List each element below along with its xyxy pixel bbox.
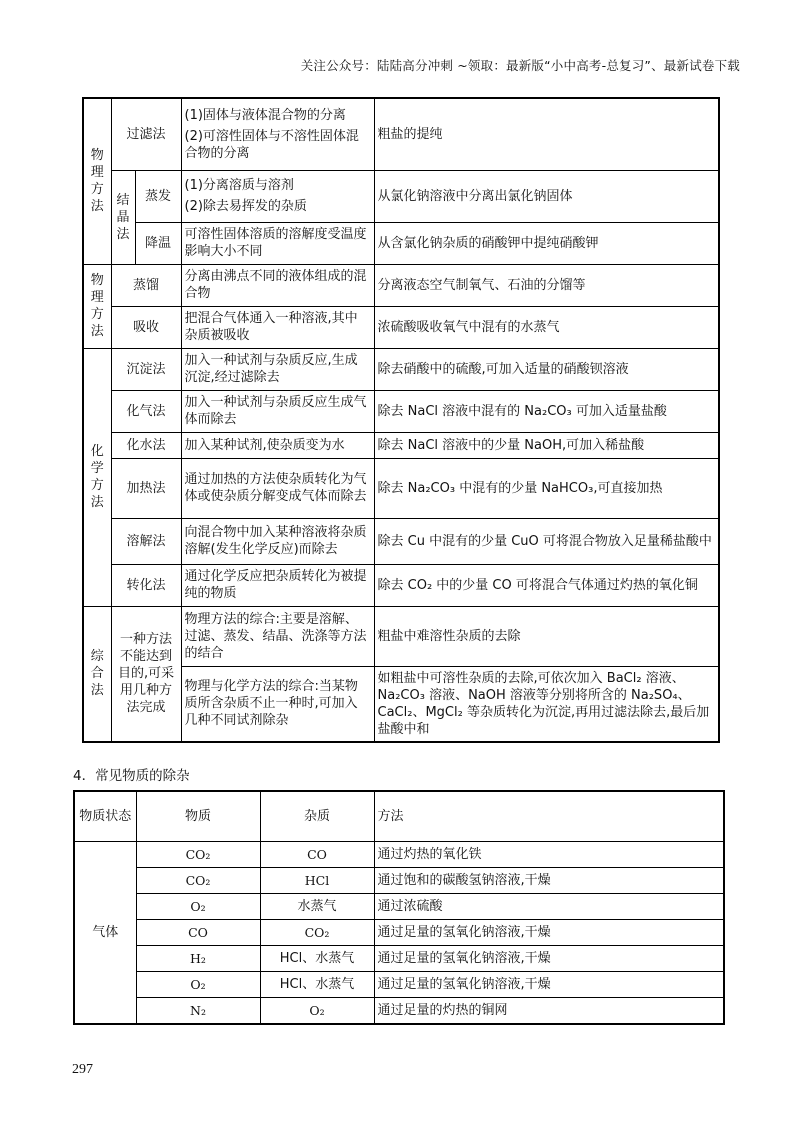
method-name: 加热法 <box>111 458 181 518</box>
category-physical-1: 物理方法 <box>83 98 111 264</box>
principle-cell: 通过加热的方法使杂质转化为气体或使杂质分解变成气体而除去 <box>181 458 374 518</box>
method-name: 溶解法 <box>111 518 181 564</box>
substance-cell: H₂ <box>136 945 260 971</box>
example-cell: 粗盐的提纯 <box>374 98 719 170</box>
principle-cell: 加入一种试剂与杂质反应生成气体而除去 <box>181 390 374 432</box>
example-cell: 从含氯化钠杂质的硝酸钾中提纯硝酸钾 <box>374 222 719 264</box>
table-row <box>74 841 724 867</box>
header-state: 物质状态 <box>74 791 136 841</box>
principle-cell: 把混合气体通入一种溶液,其中杂质被吸收 <box>181 306 374 348</box>
table-row <box>83 458 719 518</box>
impurity-cell: O₂ <box>260 997 374 1024</box>
table-row <box>83 606 719 666</box>
example-cell: 除去硝酸中的硫酸,可加入适量的硝酸钡溶液 <box>374 348 719 390</box>
principle-cell: 通过化学反应把杂质转化为被提纯的物质 <box>181 564 374 606</box>
principle-cell: 物理与化学方法的综合:当某物质所含杂质不止一种时,可加入几种不同试剂除杂 <box>181 666 374 742</box>
method-cell: 通过浓硫酸 <box>374 893 724 919</box>
substance-cell: N₂ <box>136 997 260 1024</box>
separation-methods-table <box>82 97 720 743</box>
table-row <box>83 170 719 222</box>
method-name: 化水法 <box>111 432 181 458</box>
page-number: 297 <box>72 1062 93 1077</box>
impurity-cell: HCl <box>260 867 374 893</box>
impurity-cell: 水蒸气 <box>260 893 374 919</box>
method-cell: 通过足量的灼热的铜网 <box>374 997 724 1024</box>
method-name: 蒸馏 <box>111 264 181 306</box>
header-method: 方法 <box>374 791 724 841</box>
principle-cell: 可溶性固体溶质的溶解度受温度影响大小不同 <box>181 222 374 264</box>
method-name: 蒸发 <box>135 170 181 222</box>
table-row <box>83 348 719 390</box>
principle-line: (1)固体与液体混合物的分离 <box>184 107 346 123</box>
category-chemical: 化学方法 <box>83 348 111 606</box>
principle-cell: 物理方法的综合:主要是溶解、过滤、蒸发、结晶、洗涤等方法的结合 <box>181 606 374 666</box>
impurity-cell: CO₂ <box>260 919 374 945</box>
method-cell: 通过灼热的氧化铁 <box>374 841 724 867</box>
principle-line: (1)分离溶质与溶剂 <box>184 178 294 193</box>
method-cell: 通过足量的氢氧化钠溶液,干燥 <box>374 919 724 945</box>
example-cell: 除去 NaCl 溶液中混有的 Na₂CO₃ 可加入适量盐酸 <box>374 390 719 432</box>
principle-cell: 加入一种试剂与杂质反应,生成沉淀,经过滤除去 <box>181 348 374 390</box>
method-name: 沉淀法 <box>111 348 181 390</box>
method-name: 化气法 <box>111 390 181 432</box>
method-name: 吸收 <box>111 306 181 348</box>
method-name: 降温 <box>135 222 181 264</box>
common-impurities-table <box>73 790 725 1025</box>
table-row <box>74 945 724 971</box>
table-row <box>74 919 724 945</box>
example-cell: 分离液态空气制氧气、石油的分馏等 <box>374 264 719 306</box>
substance-cell: CO₂ <box>136 841 260 867</box>
example-cell: 从氯化钠溶液中分离出氯化钠固体 <box>374 170 719 222</box>
method-name: 过滤法 <box>111 98 181 170</box>
table-row <box>74 997 724 1024</box>
state-gas: 气体 <box>74 841 136 1024</box>
table-row <box>83 432 719 458</box>
table-row <box>74 971 724 997</box>
section-title: 4．常见物质的除杂 <box>73 768 190 784</box>
header-impurity: 杂质 <box>260 791 374 841</box>
principle-cell: 加入某种试剂,使杂质变为水 <box>181 432 374 458</box>
category-comprehensive: 综合法 <box>83 606 111 742</box>
table-row <box>83 564 719 606</box>
impurity-cell: HCl、水蒸气 <box>260 971 374 997</box>
impurity-cell: HCl、水蒸气 <box>260 945 374 971</box>
example-cell: 除去 NaCl 溶液中的少量 NaOH,可加入稀盐酸 <box>374 432 719 458</box>
table-row <box>83 390 719 432</box>
table-row <box>83 306 719 348</box>
method-cell: 通过足量的氢氧化钠溶液,干燥 <box>374 945 724 971</box>
table-row <box>74 893 724 919</box>
table-row <box>74 867 724 893</box>
example-cell: 如粗盐中可溶性杂质的去除,可依次加入 BaCl₂ 溶液、Na₂CO₃ 溶液、NaOH 溶液等分别将所含的 Na₂SO₄、CaCl₂、MgCl₂ 等杂质转化为沉淀,再用过滤法除去,最后加盐酸中和 <box>374 666 719 742</box>
example-cell: 除去 Na₂CO₃ 中混有的少量 NaHCO₃,可直接加热 <box>374 458 719 518</box>
principle-cell: 分离由沸点不同的液体组成的混合物 <box>181 264 374 306</box>
substance-cell: O₂ <box>136 971 260 997</box>
example-cell: 除去 CO₂ 中的少量 CO 可将混合气体通过灼热的氧化铜 <box>374 564 719 606</box>
substance-cell: O₂ <box>136 893 260 919</box>
principle-cell: 向混合物中加入某种溶液将杂质溶解(发生化学反应)而除去 <box>181 518 374 564</box>
principle-cell <box>181 98 374 170</box>
example-cell: 除去 Cu 中混有的少量 CuO 可将混合物放入足量稀盐酸中 <box>374 518 719 564</box>
method-cell: 通过足量的氢氧化钠溶液,干燥 <box>374 971 724 997</box>
header-substance: 物质 <box>136 791 260 841</box>
impurity-cell: CO <box>260 841 374 867</box>
principle-line: (2)除去易挥发的杂质 <box>184 199 307 214</box>
table-row <box>83 518 719 564</box>
header-row <box>74 791 724 841</box>
method-name: 转化法 <box>111 564 181 606</box>
table-row <box>83 98 719 170</box>
comprehensive-note: 一种方法不能达到目的,可采用几种方法完成 <box>111 606 181 742</box>
substance-cell: CO₂ <box>136 867 260 893</box>
example-cell: 浓硫酸吸收氧气中混有的水蒸气 <box>374 306 719 348</box>
category-physical-2: 物理方法 <box>83 264 111 348</box>
principle-line: (2)可溶性固体与不溶性固体混合物的分离 <box>184 128 359 161</box>
table-row <box>83 264 719 306</box>
example-cell: 粗盐中难溶性杂质的去除 <box>374 606 719 666</box>
method-cell: 通过饱和的碳酸氢钠溶液,干燥 <box>374 867 724 893</box>
principle-cell <box>181 170 374 222</box>
substance-cell: CO <box>136 919 260 945</box>
page-header: 关注公众号：陆陆高分冲刺 ~领取：最新版“小中高考-总复习”、最新试卷下载 <box>300 58 740 73</box>
crystallization-label: 结晶法 <box>111 170 135 264</box>
table-row <box>83 222 719 264</box>
